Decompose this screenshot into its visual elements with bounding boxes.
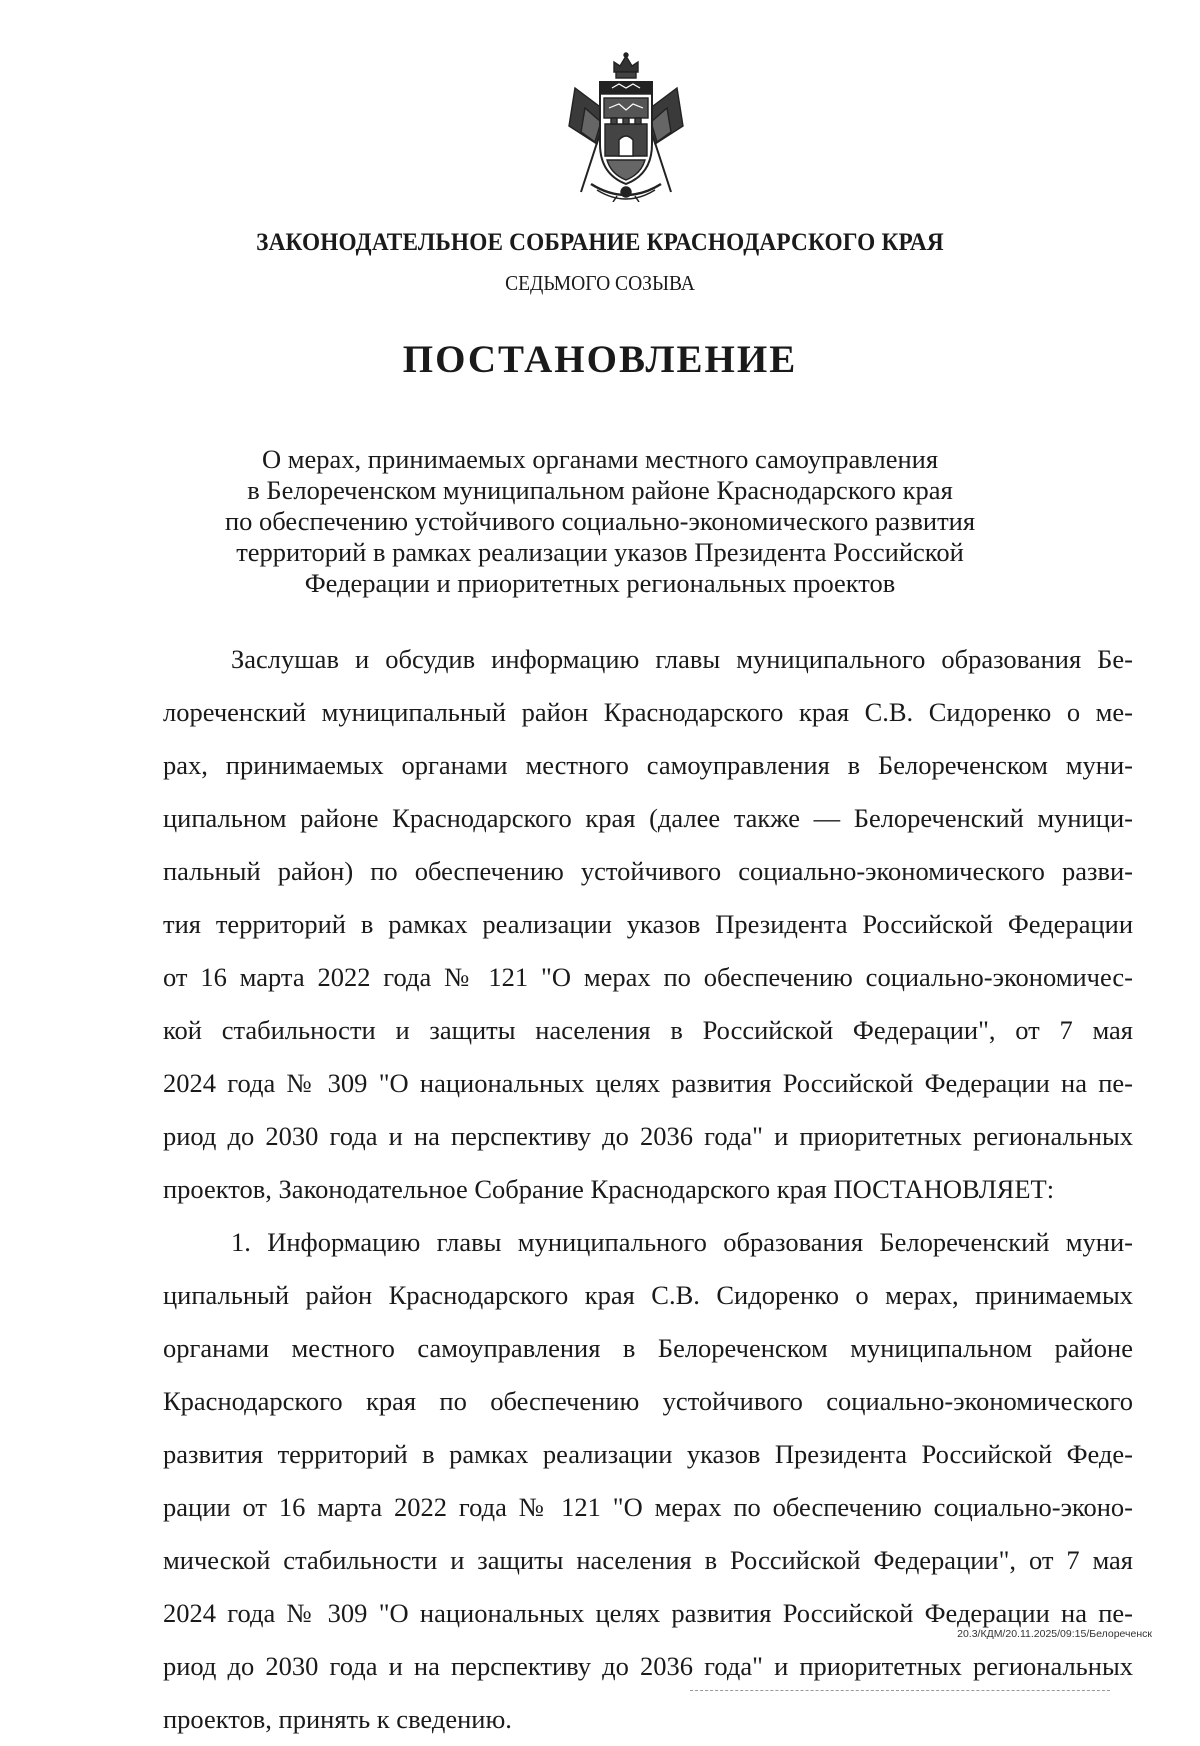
body-line: органами местного самоуправления в Белореченском муниципальном районе [163,1333,1133,1363]
body-line: 2024 года № 309 "О национальных целях развития Российской Федерации на пе- [163,1068,1133,1098]
body-line: 2024 года № 309 "О национальных целях развития Российской Федерации на пе- [163,1598,1133,1628]
document-subject [200,444,1000,599]
subject-line: Федерации и приоритетных региональных проектов [304,568,896,598]
subject-line: по обеспечению устойчивого социально-экономического развития [224,506,976,536]
organization-title: ЗАКОНОДАТЕЛЬНОЕ СОБРАНИЕ КРАСНОДАРСКОГО КРАЯ [256,229,944,256]
registration-code: 20.3/КДМ/20.11.2025/09:15/Белореченск [957,1628,1152,1640]
body-line: Заслушав и обсудив информацию главы муниципального образования Бе- [231,644,1133,674]
body-line: ципальный район Краснодарского края С.В. Сидоренко о мерах, принимаемых [163,1280,1133,1310]
body-line: риод до 2030 года и на перспективу до 2036 года" и приоритетных региональных [163,1121,1133,1151]
body-line: кой стабильности и защиты населения в Российской Федерации", от 7 мая [163,1015,1133,1045]
coat-of-arms-icon [567,52,685,202]
body-line: риод до 2030 года и на перспективу до 2036 года" и приоритетных региональных [163,1651,1133,1681]
body-line: мической стабильности и защиты населения в Российской Федерации", от 7 мая [163,1545,1133,1575]
body-line: 1. Информацию главы муниципального образования Белореченский муни- [231,1227,1133,1257]
scan-artifact-divider [690,1690,1110,1691]
subject-line: в Белореченском муниципальном районе Краснодарского края [247,475,953,505]
body-line: проектов, принять к сведению. [163,1704,512,1734]
document-body [163,633,1133,1746]
body-line: рации от 16 марта 2022 года № 121 "О мерах по обеспечению социально-эконо- [163,1492,1133,1522]
body-line: пальный район) по обеспечению устойчивого социально-экономического разви- [163,856,1133,886]
body-line: Краснодарского края по обеспечению устойчивого социально-экономического [163,1386,1133,1416]
subject-line: территорий в рамках реализации указов Президента Российской [236,537,964,567]
body-line: рах, принимаемых органами местного самоуправления в Белореченском муни- [163,750,1133,780]
body-line: развития территорий в рамках реализации указов Президента Российской Феде- [163,1439,1133,1469]
body-line: ципальном районе Краснодарского края (далее также — Белореченский муници- [163,803,1133,833]
document-type-heading: ПОСТАНОВЛЕНИЕ [402,338,798,381]
body-line: от 16 марта 2022 года № 121 "О мерах по обеспечению социально-экономичес- [163,962,1133,992]
subject-line: О мерах, принимаемых органами местного самоуправления [261,444,939,474]
body-line: тия территорий в рамках реализации указов Президента Российской Федерации [163,909,1133,939]
convocation-subtitle: СЕДЬМОГО СОЗЫВА [505,271,695,295]
body-line: проектов, Законодательное Собрание Краснодарского края ПОСТАНОВЛЯЕТ: [163,1174,1055,1204]
body-line: лореченский муниципальный район Краснодарского края С.В. Сидоренко о ме- [163,697,1133,727]
